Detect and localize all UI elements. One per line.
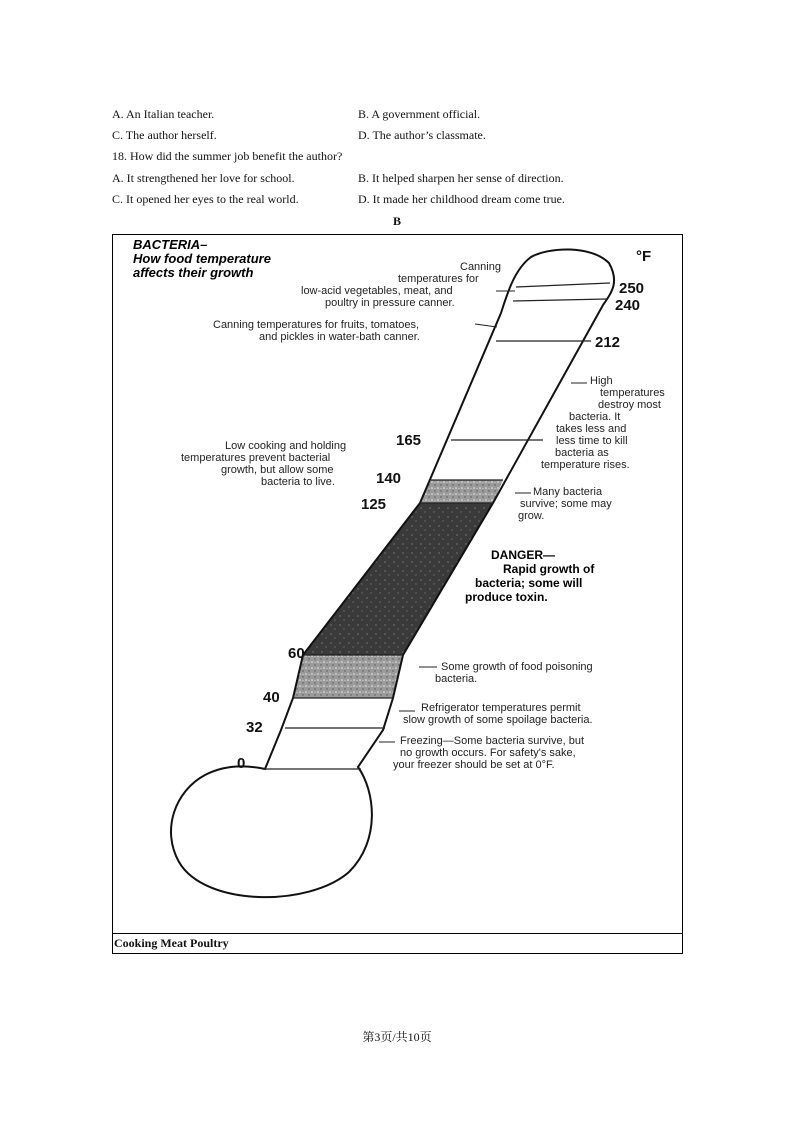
svg-text:grow.: grow. <box>518 510 545 522</box>
unit-label: °F <box>636 248 652 265</box>
option-17a: A. An Italian teacher. <box>112 107 215 121</box>
svg-text:Many bacteria: Many bacteria <box>533 486 603 498</box>
band-125-140 <box>420 480 503 503</box>
svg-text:no growth occurs. For safety's: no growth occurs. For safety's sake, <box>400 747 576 759</box>
svg-text:produce toxin.: produce toxin. <box>465 590 548 604</box>
question-18-stem: 18. How did the summer job benefit the author? <box>112 149 343 163</box>
svg-text:Canning temperatures for fruit: Canning temperatures for fruits, tomatoes, <box>213 319 420 331</box>
option-17d: D. The author’s classmate. <box>358 128 486 142</box>
svg-text:temperatures for: temperatures for <box>398 273 479 285</box>
option-18d: D. It made her childhood dream come true. <box>358 192 565 206</box>
note-freezing <box>379 735 584 771</box>
section-label: B <box>393 214 402 228</box>
svg-text:takes less and: takes less and <box>556 423 627 435</box>
svg-text:Canning: Canning <box>460 261 501 273</box>
svg-text:temperatures: temperatures <box>600 387 665 399</box>
note-canning-fruit <box>213 319 497 343</box>
page-footer: 第3页/共10页 <box>362 1030 432 1044</box>
temp-212: 212 <box>595 334 621 351</box>
svg-text:less time to kill: less time to kill <box>556 435 628 447</box>
svg-text:bacteria; some will: bacteria; some will <box>475 576 583 590</box>
svg-text:temperature rises.: temperature rises. <box>541 459 630 471</box>
svg-text:bacteria.: bacteria. <box>435 673 478 685</box>
svg-text:bacteria as: bacteria as <box>555 447 609 459</box>
note-canning-low-acid <box>301 261 515 309</box>
temp-250: 250 <box>619 280 645 297</box>
temp-60: 60 <box>288 645 305 662</box>
temp-32: 32 <box>246 719 263 736</box>
option-17b: B. A government official. <box>358 107 481 121</box>
svg-text:poultry in pressure canner.: poultry in pressure canner. <box>325 297 455 309</box>
temp-165: 165 <box>396 432 422 449</box>
svg-text:temperatures prevent bacterial: temperatures prevent bacterial <box>181 452 331 464</box>
svg-text:your freezer should be set at: your freezer should be set at 0°F. <box>393 759 555 771</box>
figure-box <box>112 234 683 954</box>
band-40-60 <box>293 655 403 698</box>
option-17c: C. The author herself. <box>112 128 217 142</box>
svg-text:High: High <box>590 375 613 387</box>
svg-text:growth, but allow some: growth, but allow some <box>221 464 334 476</box>
svg-text:Refrigerator temperatures perm: Refrigerator temperatures permit <box>421 702 581 714</box>
note-refrigerator <box>399 702 593 726</box>
option-18a: A. It strengthened her love for school. <box>112 171 295 185</box>
temp-40: 40 <box>263 689 280 706</box>
svg-text:Freezing—Some bacteria survive: Freezing—Some bacteria survive, but <box>400 735 585 747</box>
svg-text:low-acid vegetables, meat, and: low-acid vegetables, meat, and <box>301 285 453 297</box>
svg-text:destroy most: destroy most <box>598 399 661 411</box>
svg-text:bacteria to live.: bacteria to live. <box>261 476 335 488</box>
band-danger-60-125 <box>303 503 493 655</box>
svg-text:Low cooking and holding: Low cooking and holding <box>225 440 347 452</box>
figure-title-line3: affects their growth <box>133 265 254 280</box>
note-danger <box>465 548 595 604</box>
svg-text:survive; some may: survive; some may <box>520 498 612 510</box>
temp-0: 0 <box>237 755 246 772</box>
svg-text:Some growth of food poisoning: Some growth of food poisoning <box>441 661 593 673</box>
note-high-temperatures <box>541 375 665 471</box>
temp-240: 240 <box>615 297 641 314</box>
note-many-bacteria <box>515 486 612 522</box>
note-some-growth <box>419 661 593 685</box>
tick-250 <box>516 283 610 287</box>
figure-title-line2: How food temperature <box>133 251 271 266</box>
svg-text:DANGER—: DANGER— <box>491 548 556 562</box>
svg-text:and pickles in water-bath cann: and pickles in water-bath canner. <box>259 331 420 343</box>
temp-125: 125 <box>361 496 387 513</box>
svg-text:slow growth of some spoilage b: slow growth of some spoilage bacteria. <box>403 714 593 726</box>
tick-240 <box>513 299 607 301</box>
thermometer-figure <box>113 235 682 932</box>
caption-row <box>113 933 682 953</box>
figure-title-line1: BACTERIA– <box>133 237 208 252</box>
option-18b: B. It helped sharpen her sense of direction. <box>358 171 564 185</box>
figure-caption: Cooking Meat Poultry <box>114 936 229 950</box>
svg-text:bacteria. It: bacteria. It <box>569 411 621 423</box>
note-low-cooking <box>181 440 346 488</box>
svg-text:Rapid growth of: Rapid growth of <box>503 562 595 576</box>
temp-140: 140 <box>376 470 402 487</box>
option-18c: C. It opened her eyes to the real world. <box>112 192 299 206</box>
